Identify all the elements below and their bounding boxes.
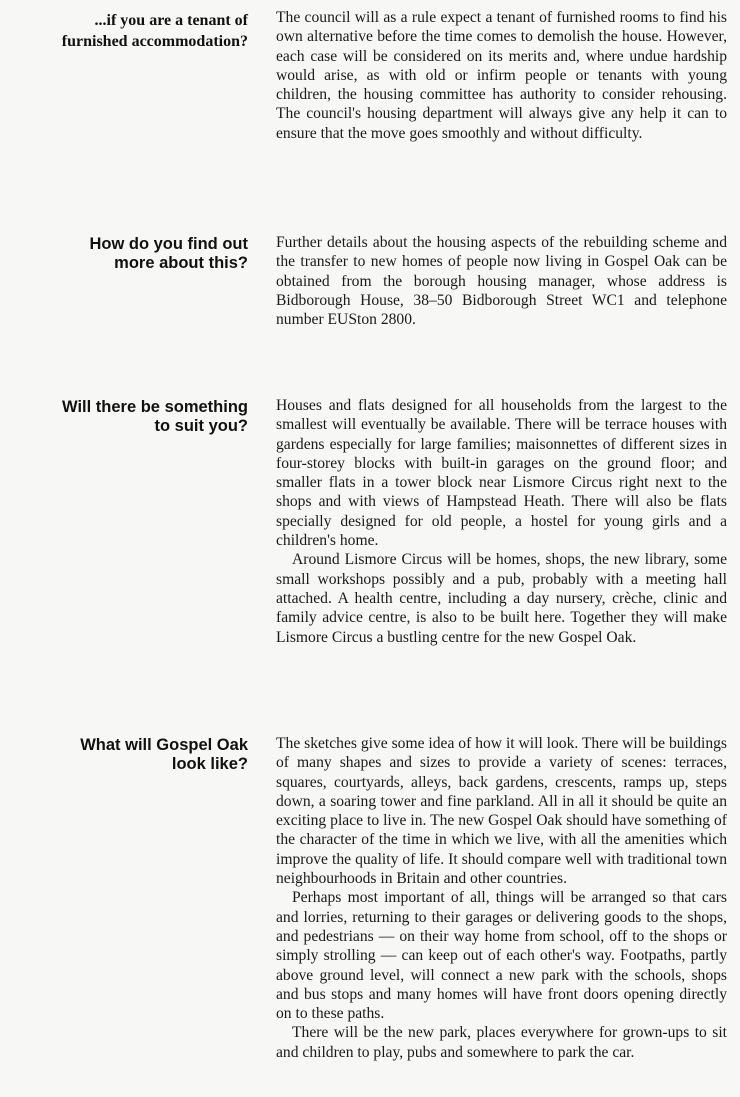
section-body [276,233,727,329]
paragraph: Houses and flats designed for all households from the largest to the smallest will eventually be available. There will be terrace houses with gardens especially for large families; maisonnettes of different sizes in four-storey blocks with built-in garages on the ground floor; and smaller flats in a tower block near Lismore Circus right next to the shops and with views of Hampstead Heath. There will also be flats specially designed for old people, a hostel for young girls and a children's home. [276,397,727,550]
paragraph: Further details about the housing aspects of the rebuilding scheme and the transfer to new homes of people now living in Gospel Oak can be obtained from the borough housing manager, whose address is Bidborough House, 38–50 Bidborough Street WC1 and telephone number EUSton 2800. [276,234,727,329]
heading-line-1: How do you find out [89,235,248,253]
section-body [276,396,727,647]
section-heading [0,10,248,52]
paragraph: The sketches give some idea of how it will look. There will be buildings of many shapes and sizes to provide a variety of scenes: terraces, squares, courtyards, alleys, back gardens, crescents, ramps up, steps down, a soaring tower and fine parkland. All in all it should be quite an exciting place to live in. The new Gospel Oak should have something of the character of the time in which we live, with all the amenities which improve the quality of life. It should compare well with traditional town neighbourhoods in Britain and other countries. [276,735,727,888]
paragraph: There will be the new park, places everywhere for grown-ups to sit and children to play, pubs and somewhere to park the car. [276,1024,727,1061]
heading-line-2: to suit you? [154,417,248,435]
section-heading [0,398,248,436]
heading-line-1: Will there be something [62,398,248,416]
section-body [276,734,727,1062]
heading-line-2: look like? [171,755,248,773]
paragraph: The council will as a rule expect a tenant of furnished rooms to find his own alternative before the time comes to demolish the house. However, each case will be considered on its merits and, where undue hardship would arise, as with old or infirm people or tenants with young children, the housing committee has authority to consider rehousing. The council's housing department will always give any help it can to ensure that the move goes smoothly and without difficulty. [276,9,727,142]
heading-line-1: What will Gospel Oak [80,736,248,754]
section-body [276,8,727,143]
heading-line-2: more about this? [114,254,248,272]
paragraph: Around Lismore Circus will be homes, shops, the new library, some small workshops possibly and a pub, probably with a meeting hall attached. A health centre, including a day nursery, crèche, clinic and family advice centre, is also to be built here. Together they will make Lismore Circus a bustling centre for the new Gospel Oak. [276,551,727,646]
section-heading [0,736,248,774]
paragraph: Perhaps most important of all, things will be arranged so that cars and lorries, returning to their garages or delivering goods to the shops, and pedestrians — on their way home from school, off to the shops or simply strolling — can keep out of each other's way. Footpaths, partly above ground level, will connect a new park with the schools, shops and bus stops and many homes will have front doors opening directly on to these paths. [276,889,727,1023]
section-heading [0,235,248,273]
heading-line-2: furnished accommodation? [61,33,248,50]
heading-line-1: ...if you are a tenant of [94,12,248,29]
